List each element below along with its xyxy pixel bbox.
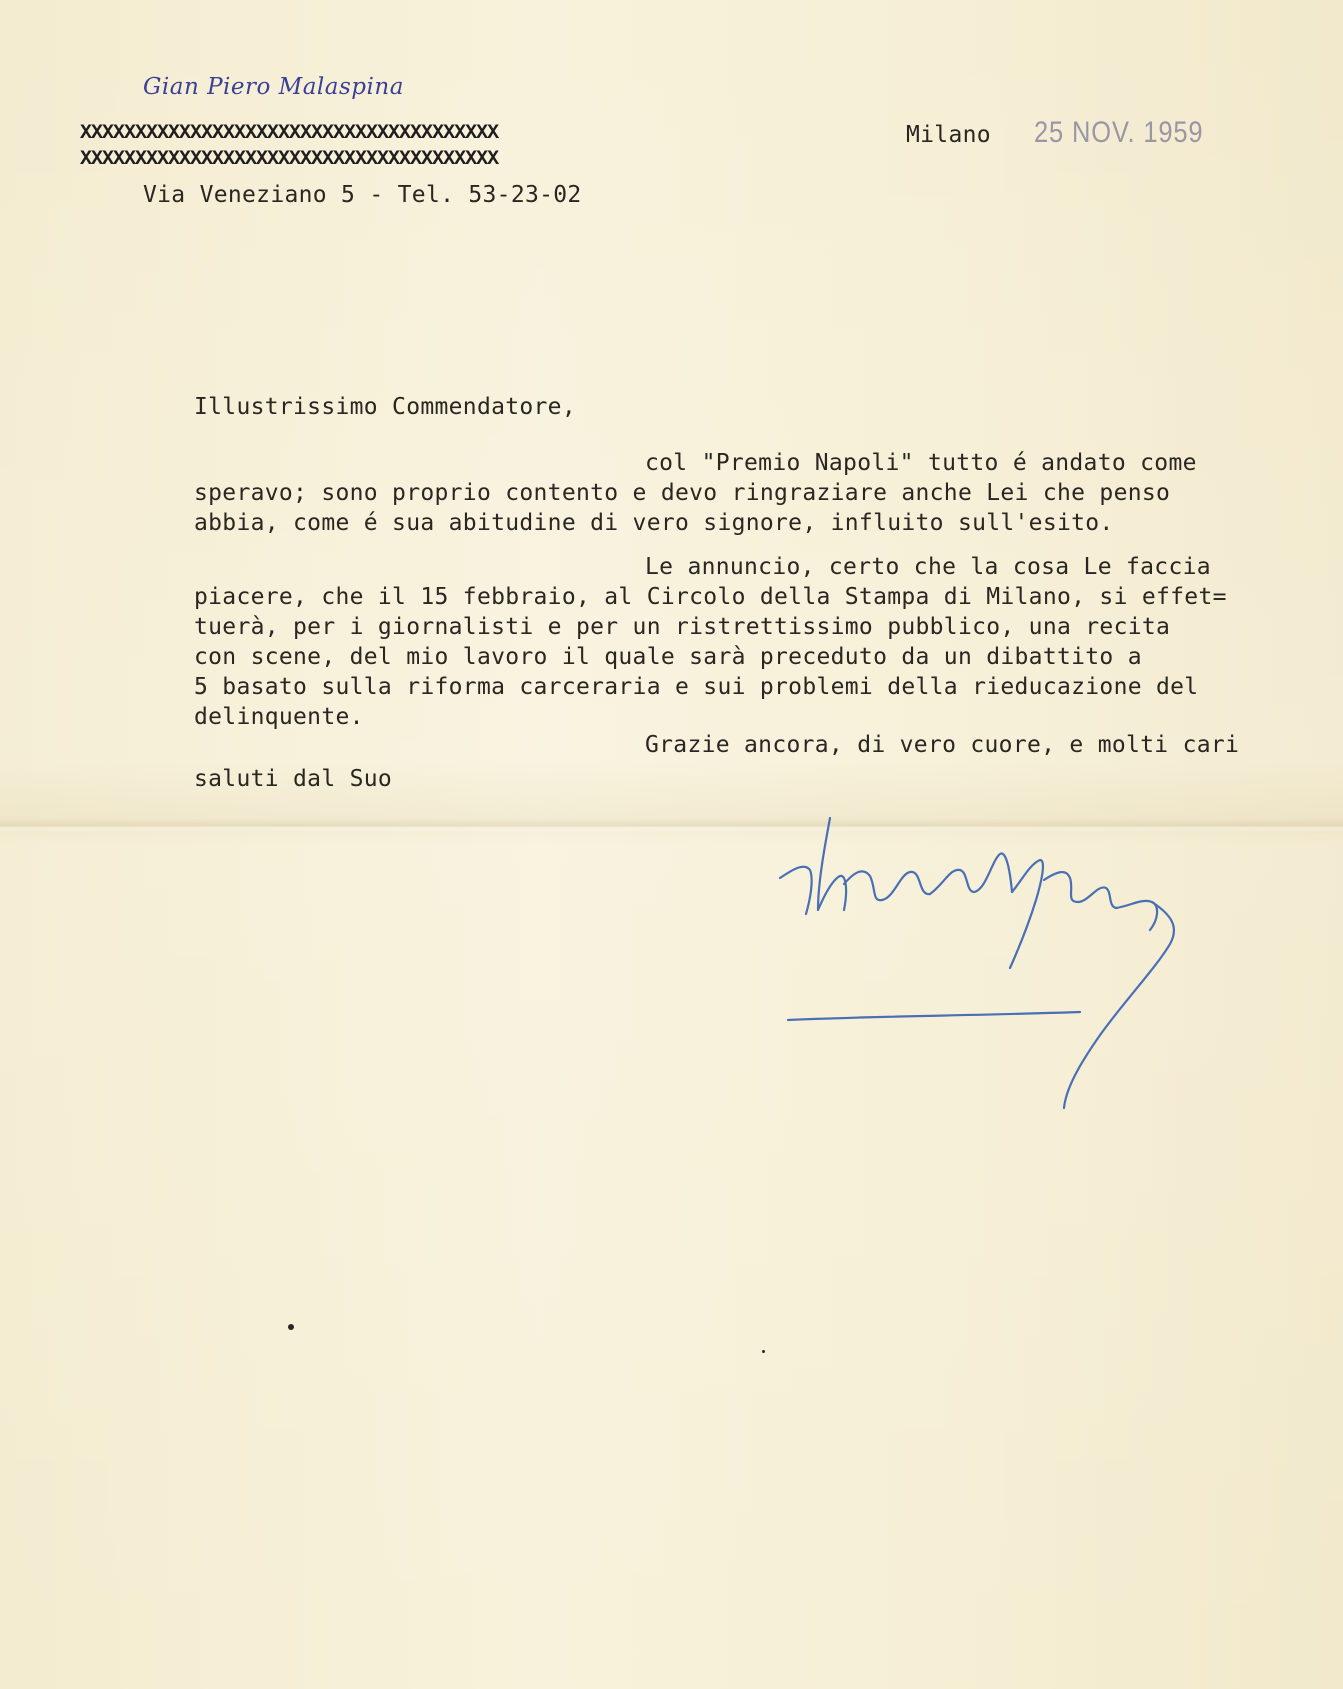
paragraph-2-line-1: Le annuncio, certo che la cosa Le faccia [645, 554, 1211, 580]
struck-out-line-1: XXXXXXXXXXXXXXXXXXXXXXXXXXXXXXXXXXXXXX [80, 122, 499, 145]
dateline-city: Milano [906, 122, 991, 148]
paragraph-2-line-4: con scene, del mio lavoro il quale sarà preceduto da un dibattito a [194, 644, 1142, 670]
salutation: Illustrissimo Commendatore, [194, 394, 576, 420]
paragraph-1-line-1: col "Premio Napoli" tutto é andato come [645, 450, 1197, 476]
paragraph-3-line-1: Grazie ancora, di vero cuore, e molti cari [645, 732, 1240, 758]
ink-speck [762, 1350, 765, 1353]
date-stamp: 25 NOV. 1959 [1034, 116, 1204, 149]
paragraph-2-line-3: tuerà, per i giornalisti e per un ristrettissimo pubblico, una recita [194, 614, 1171, 640]
ink-speck [288, 1324, 294, 1330]
paragraph-2-line-5: 5 basato sulla riforma carceraria e sui problemi della rieducazione del [194, 674, 1199, 700]
handwritten-signature [760, 810, 1260, 1150]
paragraph-1-line-2: speravo; sono proprio contento e devo ringraziare anche Lei che penso [194, 480, 1171, 506]
paragraph-2-line-6: delinquente. [194, 704, 364, 730]
letterhead-name: Gian Piero Malaspina [143, 74, 404, 100]
paragraph-3-line-2: saluti dal Suo [194, 766, 393, 792]
letterhead-address: Via Veneziano 5 - Tel. 53-23-02 [143, 182, 582, 208]
struck-out-line-2: XXXXXXXXXXXXXXXXXXXXXXXXXXXXXXXXXXXXXX [80, 148, 499, 171]
paragraph-2-line-2: piacere, che il 15 febbraio, al Circolo della Stampa di Milano, si effet= [194, 584, 1227, 610]
paragraph-1-line-3: abbia, come é sua abitudine di vero signore, influito sull'esito. [194, 510, 1114, 536]
